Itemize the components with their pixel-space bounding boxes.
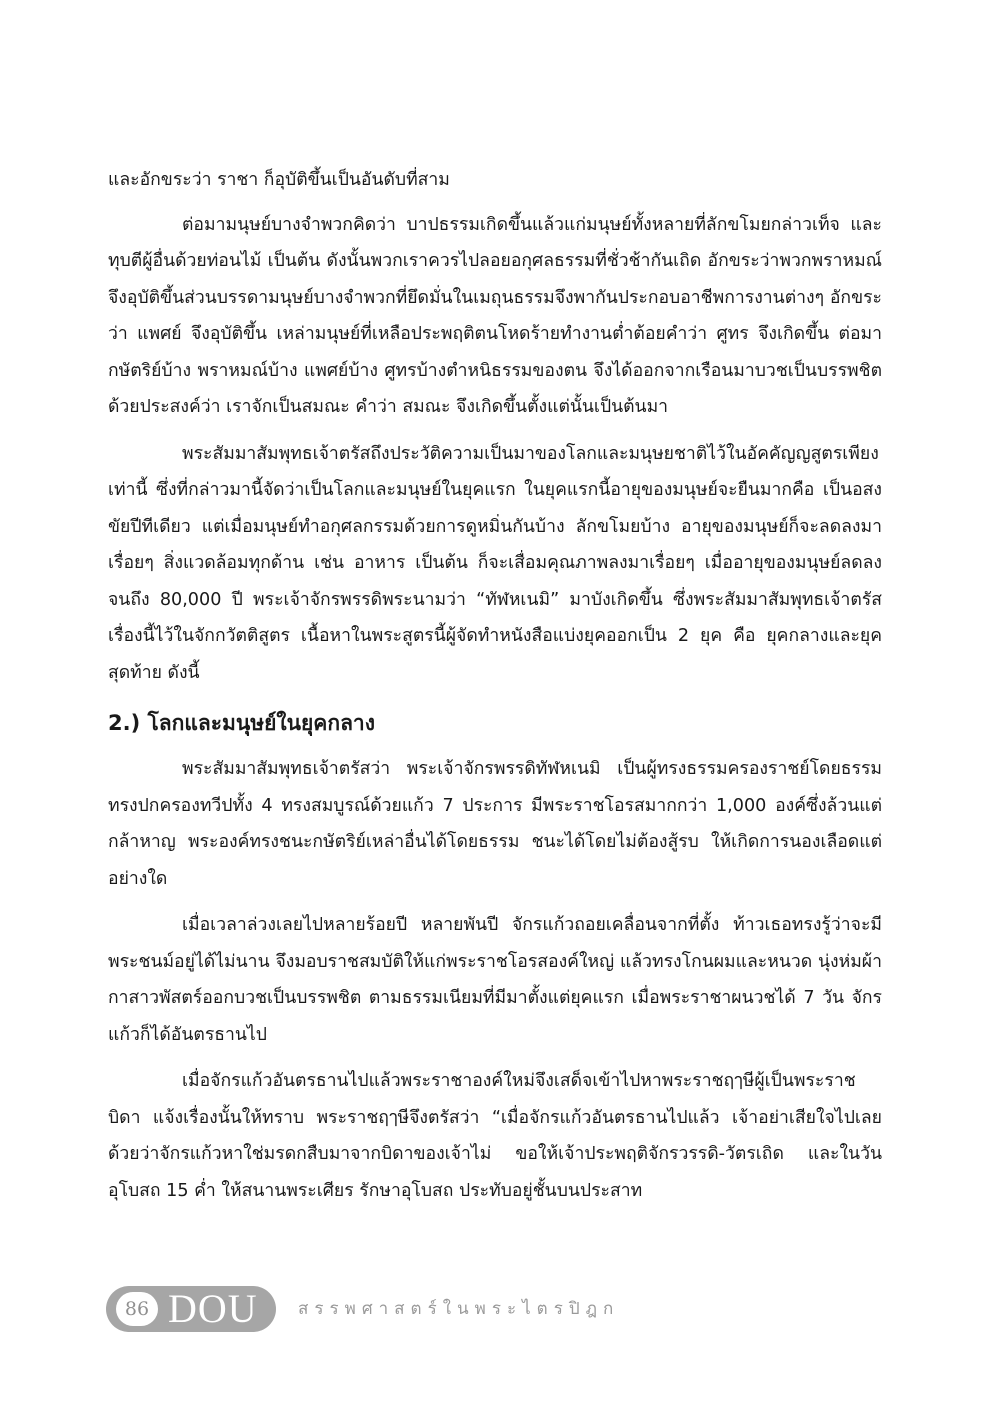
dou-logo: DOU	[168, 1286, 258, 1331]
page-footer	[106, 1286, 886, 1334]
paragraph-5: เมื่อจักรแก้วอันตรธานไปแล้วพระราชาองค์ใหม่จึงเสด็จเข้าไปหาพระราชฤๅษีผู้เป็นพระราชบิดา แจ้งเรื่องนั้นให้ทราบ พระราชฤๅษีจึงตรัสว่า “เมื่อจักรแก้วอันตรธานไปแล้ว เจ้าอย่าเสียใจไปเลย ด้วยว่าจักรแก้วหาใช่มรดกสืบมาจากบิดาของเจ้าไม่ ขอให้เจ้าประพฤติจักรวรรดิ-วัตรเถิด และในวันอุโบสถ 15 ค่ำ ให้สนานพระเศียร รักษาอุโบสถ ประทับอยู่ชั้นบนประสาท	[108, 1071, 882, 1201]
section-heading: 2.) โลกและมนุษย์ในยุคกลาง	[108, 711, 375, 735]
page-number: 86	[116, 1292, 158, 1326]
paragraph-1: ต่อมามนุษย์บางจำพวกคิดว่า บาปธรรมเกิดขึ้นแล้วแก่มนุษย์ทั้งหลายที่ลักขโมยกล่าวเท็จ และทุบตีผู้อื่นด้วยท่อนไม้ เป็นต้น ดังนั้นพวกเราควรไปลอยอกุศลธรรมที่ชั่วช้ากันเถิด อักขระว่าพวกพราหมณ์จึงอุบัติขึ้นส่วนบรรดามนุษย์บางจำพวกที่ยึดมั่นในเมถุนธรรมจึงพากันประกอบอาชีพการงานต่างๆ อักขระว่า แพศย์ จึงอุบัติขึ้น เหล่ามนุษย์ที่เหลือประพฤติตนโหดร้ายทำงานต่ำต้อยคำว่า ศูทร จึงเกิดขึ้น ต่อมากษัตริย์บ้าง พราหมณ์บ้าง แพศย์บ้าง ศูทรบ้างตำหนิธรรมของตน จึงได้ออกจากเรือนมาบวชเป็นบรรพชิต ด้วยประสงค์ว่า เราจักเป็นสมณะ คำว่า สมณะ จึงเกิดขึ้นตั้งแต่นั้นเป็นต้นมา	[108, 214, 882, 417]
paragraph-4: เมื่อเวลาล่วงเลยไปหลายร้อยปี หลายพันปี จักรแก้วถอยเคลื่อนจากที่ตั้ง ท้าวเธอทรงรู้ว่าจะมีพระชนม์อยู่ได้ไม่นาน จึงมอบราชสมบัติให้แก่พระราชโอรสองค์ใหญ่ แล้วทรงโกนผมและหนวด นุ่งห่มผ้ากาสาวพัสตร์ออกบวชเป็นบรรพชิต ตามธรรมเนียมที่มีมาตั้งแต่ยุคแรก เมื่อพระราชาผนวชได้ 7 วัน จักรแก้วก็ได้อันตรธานไป	[108, 915, 882, 1045]
paragraph-2: พระสัมมาสัมพุทธเจ้าตรัสถึงประวัติความเป็นมาของโลกและมนุษยชาติไว้ในอัคคัญญสูตรเพียงเท่านี้ ซึ่งที่กล่าวมานี้จัดว่าเป็นโลกและมนุษย์ในยุคแรก ในยุคแรกนี้อายุของมนุษย์จะยืนมากคือ เป็นอสงขัยปีทีเดียว แต่เมื่อมนุษย์ทำอกุศลกรรมด้วยการดูหมิ่นกันบ้าง ลักขโมยบ้าง อายุของมนุษย์ก็จะลดลงมาเรื่อยๆ สิ่งแวดล้อมทุกด้าน เช่น อาหาร เป็นต้น ก็จะเสื่อมคุณภาพลงมาเรื่อยๆ เมื่ออายุของมนุษย์ลดลงจนถึง 80,000 ปี พระเจ้าจักรพรรดิพระนามว่า “ทัฬหเนมิ” มาบังเกิดขึ้น ซึ่งพระสัมมาสัมพุทธเจ้าตรัสเรื่องนี้ไว้ในจักกวัตติสูตร เนื้อหาในพระสูตรนี้ผู้จัดทำหนังสือแบ่งยุคออกเป็น 2 ยุค คือ ยุคกลางและยุคสุดท้าย ดังนี้	[108, 443, 882, 683]
paragraph-continuation: และอักขระว่า ราชา ก็อุบัติขึ้นเป็นอันดับที่สาม	[108, 170, 450, 190]
paragraph-3: พระสัมมาสัมพุทธเจ้าตรัสว่า พระเจ้าจักรพรรดิทัฬหเนมิ เป็นผู้ทรงธรรมครองราชย์โดยธรรม ทรงปกครองทวีปทั้ง 4 ทรงสมบูรณ์ด้วยแก้ว 7 ประการ มีพระราชโอรสมากกว่า 1,000 องค์ซึ่งล้วนแต่กล้าหาญ พระองค์ทรงชนะกษัตริย์เหล่าอื่นได้โดยธรรม ชนะได้โดยไม่ต้องสู้รบ ให้เกิดการนองเลือดแต่อย่างใด	[108, 759, 882, 889]
page-body	[108, 162, 882, 1219]
footer-badge	[106, 1286, 276, 1332]
book-title: สรรพศาสตร์ในพระไตรปิฎก	[298, 1299, 620, 1319]
